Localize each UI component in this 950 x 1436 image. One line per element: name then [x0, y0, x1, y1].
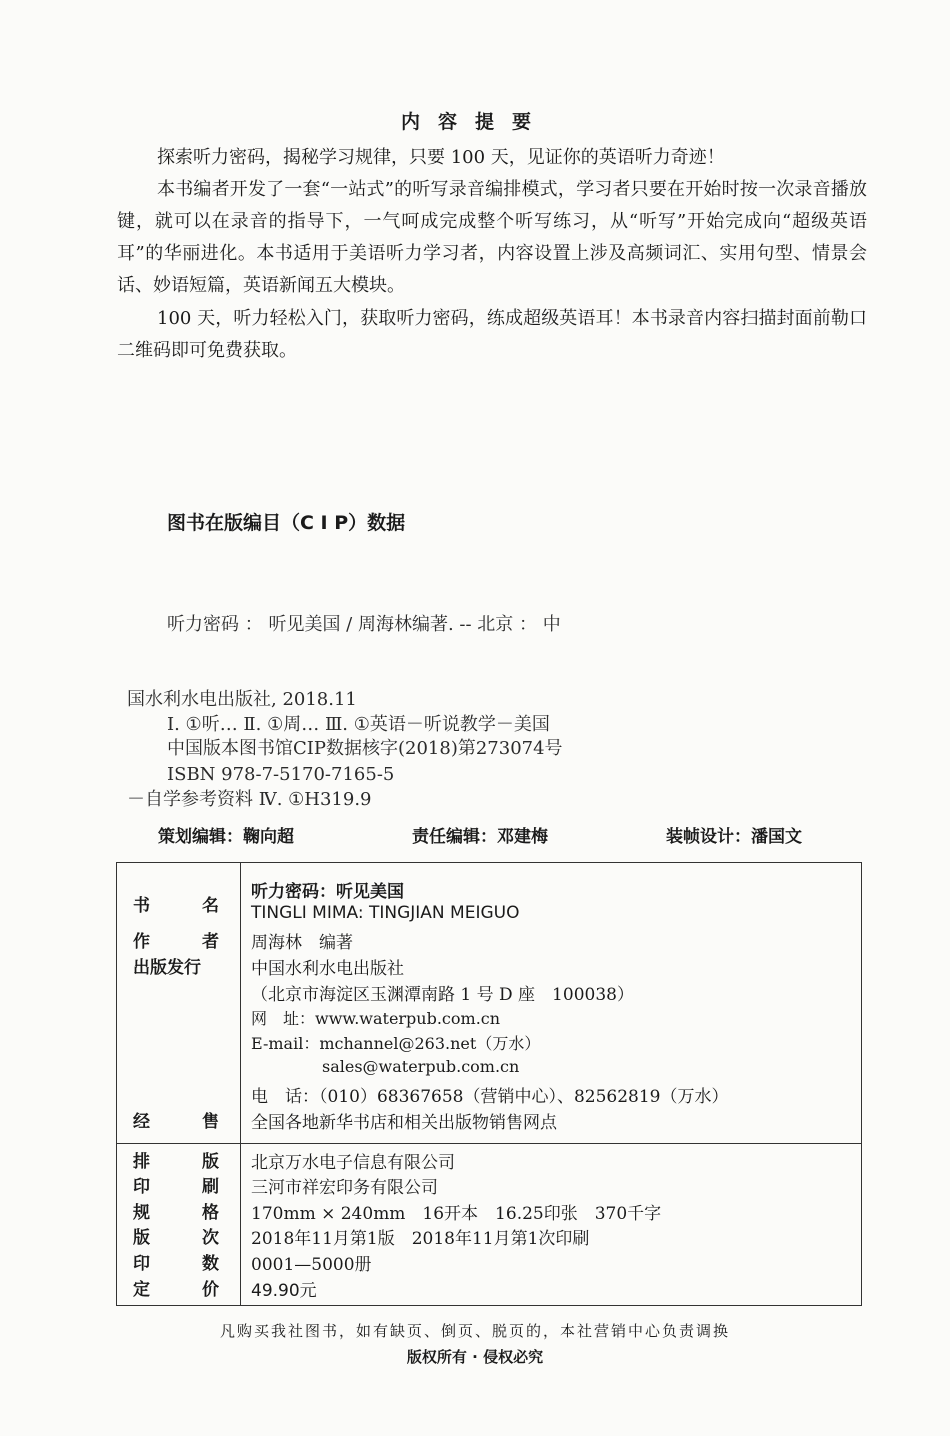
cip-record: 中国版本图书馆CIP数据核字(2018)第273074号: [167, 738, 563, 759]
cip-class-line-2: －自学参考资料 Ⅳ. ①H319.9: [127, 789, 372, 810]
summary-paragraph-3: 100 天，听力轻松入门，获取听力密码，练成超级英语耳！本书录音内容扫描封面前勒口二维码即可免费获取。: [117, 308, 867, 361]
label-copies: 印 数: [133, 1254, 219, 1274]
value-edition: 2018年11月第1版 2018年11月第1次印刷: [251, 1229, 590, 1249]
value-author: 周海林 编著: [251, 933, 353, 953]
label-edition: 版 次: [133, 1228, 219, 1248]
label-spec: 规 格: [133, 1203, 219, 1223]
footer-notice: 凡购买我社图书，如有缺页、倒页、脱页的，本社营销中心负责调换: [219, 1322, 730, 1340]
value-phone: 电 话：（010）68367658（营销中心）、82562819（万水）: [251, 1087, 729, 1107]
label-price: 定 价: [133, 1280, 219, 1300]
table-divider-horizontal: [117, 1143, 861, 1144]
value-printing: 三河市祥宏印务有限公司: [251, 1178, 438, 1198]
summary-paragraph-2: 本书编者开发了一套“一站式”的听写录音编排模式，学习者只要在开始时按一次录音播放键，就可以在录音的指导下，一气呵成完成整个听写练习，从“听写”开始完成向“超级英语耳”的华丽进化。本书适用于美语听力学习者，内容设置上涉及高频词汇、实用句型、情景会话、妙语短篇，英语新闻五大模块。: [117, 179, 867, 296]
cover-designer: 装帧设计：潘国文: [666, 827, 802, 847]
footer-rights: 版权所有 · 侵权必究: [406, 1348, 544, 1366]
cip-entry-line-1: 听力密码 ： 听见美国 / 周海林编著. -- 北京 ： 中: [167, 614, 561, 635]
label-book-name: 书 名: [133, 896, 219, 916]
label-author: 作 者: [133, 932, 219, 952]
label-publisher: 出版发行: [133, 958, 201, 978]
value-copies: 0001—5000册: [251, 1255, 372, 1275]
label-sales: 经 售: [133, 1112, 219, 1132]
cip-heading: 图书在版编目（C I P）数据: [167, 512, 406, 534]
value-sales: 全国各地新华书店和相关出版物销售网点: [251, 1113, 557, 1133]
cip-entry-line-3: ISBN 978-7-5170-7165-5: [167, 764, 395, 785]
value-publisher-name: 中国水利水电出版社: [251, 959, 404, 979]
value-publisher-address: （北京市海淀区玉渊潭南路 1 号 D 座 100038）: [251, 985, 634, 1005]
label-printing: 印 刷: [133, 1177, 219, 1197]
value-website: 网 址：www.waterpub.com.cn: [251, 1009, 501, 1028]
summary-paragraph-1: 探索听力密码，揭秘学习规律，只要 100 天，见证你的英语听力奇迹！: [157, 147, 725, 168]
responsible-editor: 责任编辑：邓建梅: [412, 827, 548, 847]
cip-class-line-1: Ⅰ. ①听… Ⅱ. ①周… Ⅲ. ①英语－听说教学－美国: [167, 714, 550, 735]
cip-entry-line-2: 国水利水电出版社, 2018.11: [127, 689, 357, 710]
table-divider-vertical: [240, 863, 241, 1305]
value-book-name-en: TINGLI MIMA: TINGJIAN MEIGUO: [251, 903, 520, 923]
value-typesetting: 北京万水电子信息有限公司: [251, 1153, 455, 1173]
label-typesetting: 排 版: [133, 1152, 219, 1172]
value-spec: 170mm × 240mm 16开本 16.25印张 370千字: [251, 1204, 662, 1224]
value-email-2: sales@waterpub.com.cn: [322, 1057, 520, 1076]
value-price: 49.90元: [251, 1281, 317, 1301]
summary-title: 内容提要: [400, 111, 549, 133]
planning-editor: 策划编辑：鞠向超: [158, 827, 294, 847]
value-email: E-mail：mchannel@263.net（万水）: [251, 1034, 541, 1053]
publication-info-table: [116, 862, 862, 1306]
value-book-name-cn: 听力密码：听见美国: [251, 882, 404, 902]
